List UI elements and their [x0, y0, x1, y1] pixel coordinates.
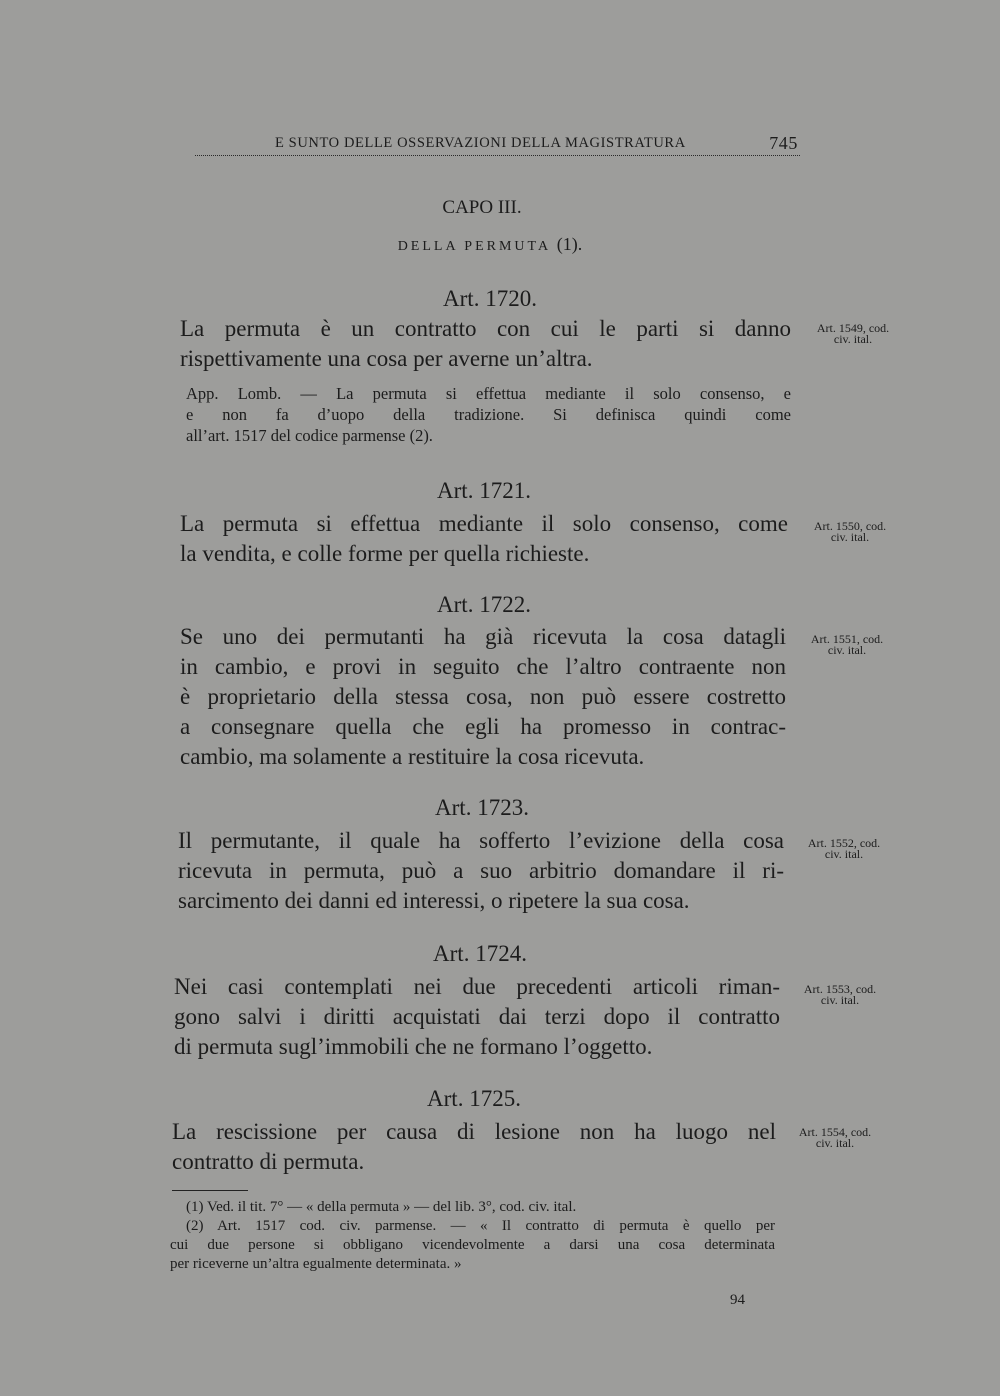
art-1720-line1: La permuta è un contratto con cui le parti si danno [180, 316, 791, 341]
text-line: in cambio, e provi in seguito che l’altro contraente non [180, 654, 786, 679]
text-line: la vendita, e colle forme per quella richieste. [180, 541, 590, 566]
running-header [195, 133, 800, 155]
margin-line: civ. ital. [833, 332, 873, 346]
article-title: Art. 1721. [437, 478, 531, 503]
header-rule [195, 155, 800, 156]
margin-reference [785, 1127, 885, 1149]
article-title: Art. 1722. [437, 592, 531, 617]
footnote-line: per riceverne un’altra egualmente determinata. » [170, 1256, 462, 1272]
text-line: Nei casi contemplati nei due precedenti articoli riman- [174, 974, 780, 999]
margin-line: Art. 1549, cod. [816, 321, 890, 335]
margin-line: civ. ital. [830, 530, 870, 544]
margin-reference [790, 984, 890, 1006]
footnote-2: (2) Art. 1517 cod. civ. parmense. — « Il contratto di permuta è quello per [186, 1218, 775, 1234]
text-line: gono salvi i diritti acquistati dai terzi dopo il contratto [174, 1004, 780, 1029]
footnote-rule [172, 1190, 248, 1191]
article-title: Art. 1725. [427, 1086, 521, 1111]
margin-line: civ. ital. [827, 643, 867, 657]
margin-line: civ. ital. [820, 993, 860, 1007]
text-line: La rescissione per causa di lesione non ha luogo nel [172, 1119, 776, 1144]
text-line: è proprietario della stessa cosa, non può essere costretto [180, 684, 786, 709]
page-number: 745 [769, 133, 798, 153]
margin-line: civ. ital. [824, 847, 864, 861]
text-line: ricevuta in permuta, può a suo arbitrio domandare il ri- [178, 858, 784, 883]
text-line: contratto di permuta. [172, 1149, 365, 1174]
text-line: rispettivamente una cosa per averne un’altra. [180, 346, 593, 371]
footnotes [170, 1198, 775, 1274]
margin-line: Art. 1553, cod. [803, 982, 877, 996]
margin-reference [797, 634, 897, 656]
article-text [172, 1117, 776, 1177]
article-text [180, 509, 788, 569]
article-title: Art. 1724. [433, 941, 527, 966]
text-line: sarcimento dei danni ed interessi, o ripetere la sua cosa. [178, 888, 690, 913]
text-line: La permuta si effettua mediante il solo consenso, come [180, 511, 788, 536]
note-line: e non fa d’uopo della tradizione. Si definisca quindi come [186, 405, 791, 424]
chapter-title: CAPO III. [442, 197, 522, 218]
footnote-1: (1) Ved. il tit. 7° — « della permuta » — del lib. 3°, cod. civ. ital. [186, 1199, 577, 1215]
subtitle-note-ref: (1). [556, 234, 583, 254]
magistrature-note [186, 383, 791, 446]
text-line: di permuta sugl’immobili che ne formano l’oggetto. [174, 1034, 653, 1059]
text-line: cambio, ma solamente a restituire la cosa ricevuta. [180, 744, 645, 769]
article-text [180, 314, 791, 374]
running-title: E SUNTO DELLE OSSERVAZIONI DELLA MAGISTRATURA [275, 135, 686, 151]
text-line [180, 314, 791, 344]
article-title: Art. 1723. [435, 795, 529, 820]
margin-line: Art. 1551, cod. [810, 632, 884, 646]
margin-line: civ. ital. [815, 1136, 855, 1150]
signature-mark: 94 [730, 1292, 745, 1308]
text-line: Il permutante, il quale ha sofferto l’evizione della cosa [178, 828, 784, 853]
margin-reference [800, 521, 900, 543]
article-text [174, 972, 780, 1062]
note-line: all’art. 1517 del codice parmense (2). [186, 426, 433, 445]
margin-line: Art. 1554, cod. [798, 1125, 872, 1139]
margin-line: Art. 1550, cod. [813, 519, 887, 533]
margin-line: Art. 1552, cod. [807, 836, 881, 850]
margin-reference [803, 323, 903, 345]
article-text [180, 622, 786, 772]
footnote-line: cui due persone si obbligano vicendevolmente a darsi una cosa determinata [170, 1237, 775, 1253]
subtitle-text: DELLA PERMUTA [397, 239, 551, 254]
article-title: Art. 1720. [443, 286, 537, 311]
margin-reference [794, 838, 894, 860]
article-text [178, 826, 784, 916]
text-line: Se uno dei permutanti ha già ricevuta la cosa datagli [180, 624, 786, 649]
text-line: a consegnare quella che egli ha promesso in contrac- [180, 714, 786, 739]
chapter-subtitle [0, 234, 990, 255]
note-line: App. Lomb. — La permuta si effettua mediante il solo consenso, e [186, 384, 791, 403]
